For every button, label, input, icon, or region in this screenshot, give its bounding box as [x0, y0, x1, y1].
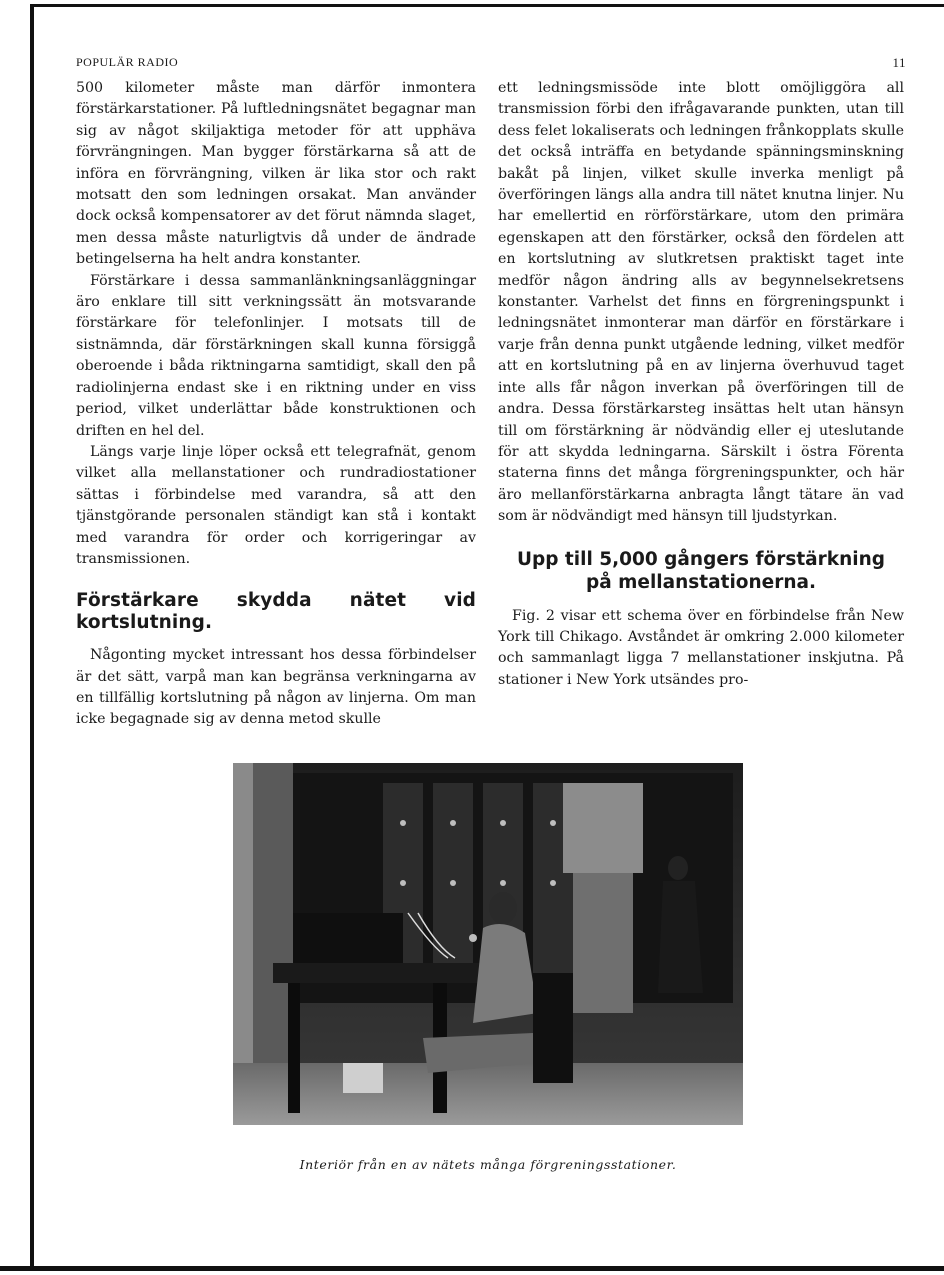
section-heading: Förstärkare skydda nätet vid kortslutning.	[76, 590, 476, 633]
station-photo	[233, 763, 743, 1125]
left-border-rule	[30, 4, 34, 1266]
magazine-title: POPULÄR RADIO	[76, 55, 179, 69]
paragraph: Någonting mycket intressant hos dessa förbindelser är det sätt, varpå man kan begränsa verkningarna av en tillfällig kortslutning på någon av linjerna. Om man icke begagnade sig av denna metod skulle	[76, 647, 476, 728]
paragraph: ett ledningsmissöde inte blott omöjliggöra all transmission förbi den ifrågavarande punkten, utan till dess felet lokaliserats och ledningen frånkopplats skulle det också inträffa en betydande spänningsminskning bakåt på linjen, vilket skulle inverka menligt på överföringen längs alla andra till nätet knutna linjer. Nu har emellertid en rörförstärkare, utom den primära egenskapen att den förstärker, också den fördelen att en kortslutning av slutkretsen praktiskt taget inte medför någon ändring alls av begynnelsekretsens konstanter. Varhelst det finns en förgreningspunkt i ledningsnätet inmonterar man därför en förstärkare i varje från denna punkt utgående ledning, vilket medför att en kortslutning på en av linjerna överhuvud taget inte alls får någon inverkan på överföringen till de andra. Dessa förstärkarsteg insättas helt utan hänsyn till om förstärkning är nödvändig eller ej uteslutande för att skydda ledningarna. Särskilt i östra Förenta staterna finns det många förgreningspunkter, och här äro mellanförstärkarna anbragta långt tätare än vad som är nödvändigt med hänsyn till ljudstyrkan.	[498, 80, 904, 525]
heading-line: på mellanstationerna.	[585, 571, 817, 593]
figure-caption: Interiör från en av nätets många förgreningsstationer.	[299, 1157, 677, 1172]
paragraph: Förstärkare i dessa sammanlänkningsanläggningar äro enklare till sitt verkningssätt än motsvarande förstärkare för telefonlinjer. I motsats till de sistnämnda, där förstärkningen skall kunna försiggå oberoende i båda riktningarna samtidigt, skall den på radiolinjerna endast ske i en riktning under en viss period, vilket underlättar både konstruktionen och driften en hel del.	[76, 272, 476, 439]
paragraph: Längs varje linje löper också ett telegrafnät, genom vilket alla mellanstationer och rundradiostationer sättas i förbindelse med varandra, så att den tjänstgörande personalen ständigt kan stå i kontakt med varandra för order och korrigeringar av transmissionen.	[76, 443, 476, 567]
photo-illustration	[233, 763, 743, 1125]
heading-line: Upp till 5,000 gångers förstärkning	[516, 548, 886, 570]
running-header	[76, 55, 906, 71]
bottom-border-rule	[0, 1266, 944, 1271]
top-border-rule	[30, 4, 944, 7]
paragraph: 500 kilometer måste man därför inmontera förstärkarstationer. På luftledningsnätet begagnar man sig av något skiljaktiga metoder för att upphäva förvrängningen. Man bygger förstärkarna så att de införa en förvrängning, vilken är lika stor och rakt motsatt den som ledningen orsakat. Man använder dock också kompensatorer av det förut nämnda slaget, men dessa måste naturligtvis då under de ändrade betingelserna ha helt andra konstanter.	[76, 80, 476, 268]
left-column	[76, 78, 476, 731]
right-column	[498, 78, 904, 691]
page-number: 11	[892, 55, 906, 70]
section-heading	[498, 548, 904, 594]
paragraph: Fig. 2 visar ett schema över en förbindelse från New York till Chikago. Avståndet är omkring 2.000 kilometer och sammanlagt ligga 7 mellanstationer inskjutna. På stationer i New York utsändes pro-	[498, 607, 904, 688]
